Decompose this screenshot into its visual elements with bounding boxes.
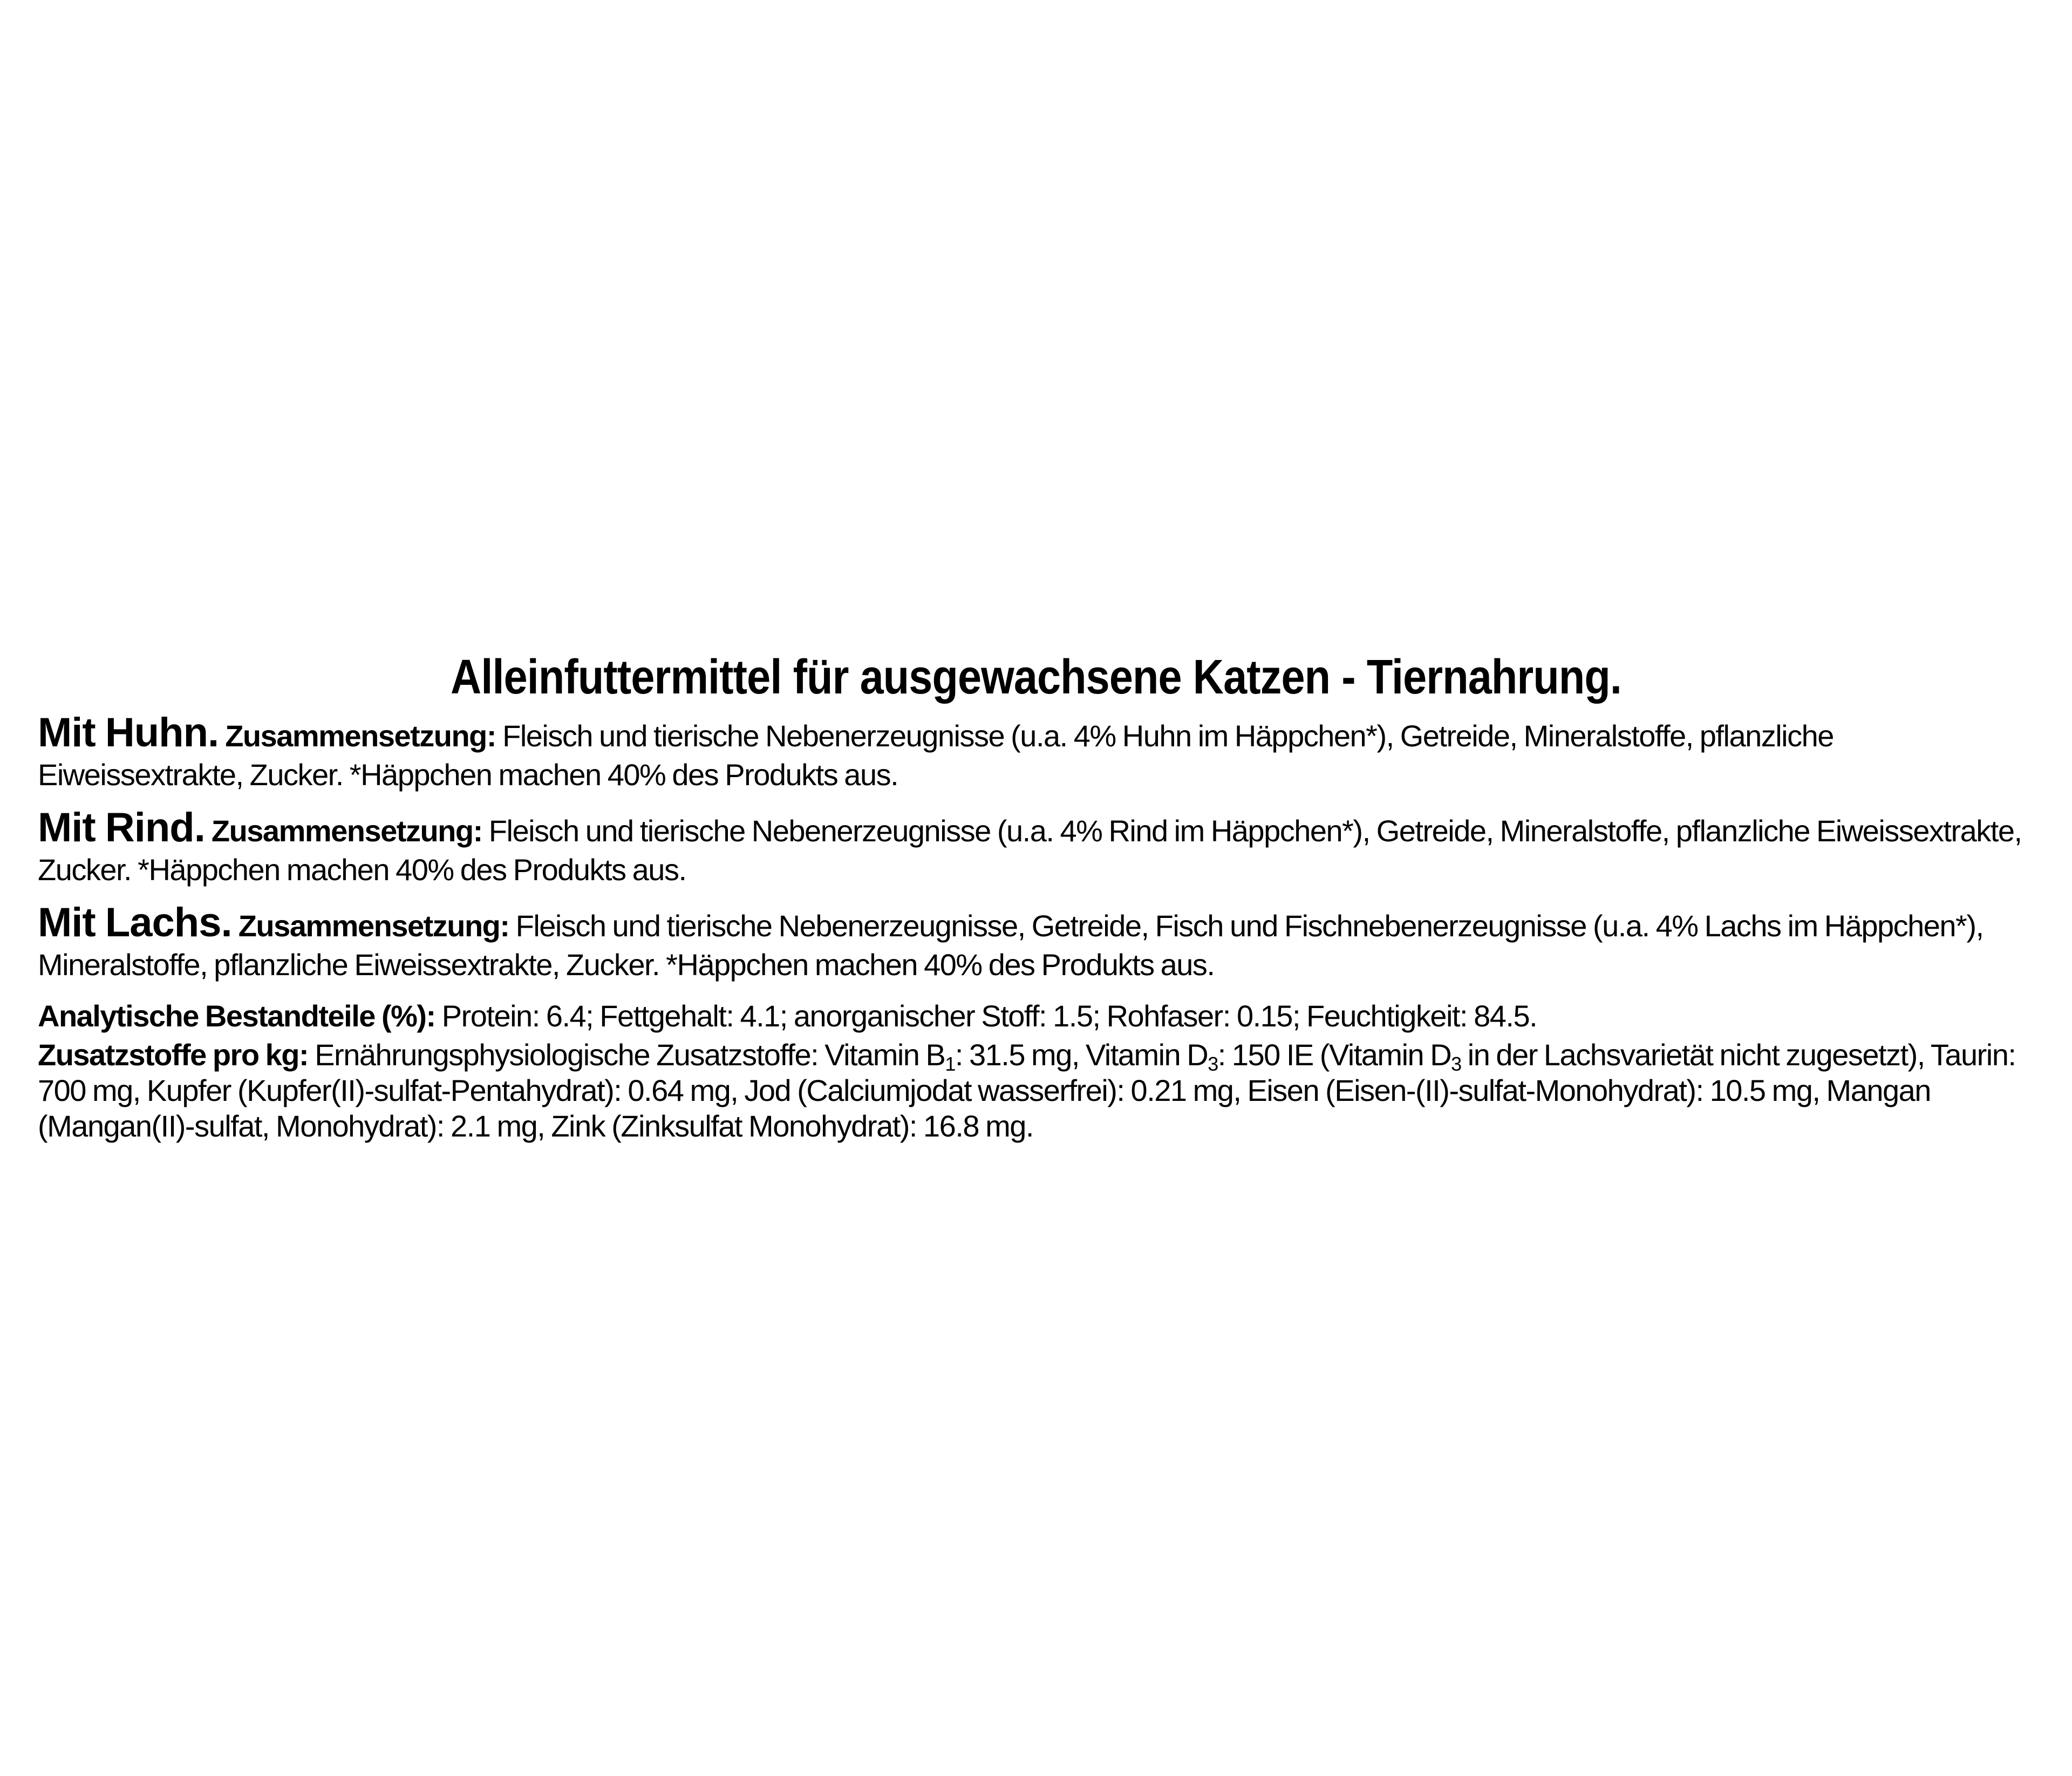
analysis-label: Analytische Bestandteile (%):: [38, 999, 435, 1033]
additives-label: Zusatzstoffe pro kg:: [38, 1038, 309, 1072]
additives: [38, 1037, 2034, 1144]
variety-name: Mit Huhn.: [38, 710, 219, 756]
analysis-text: Protein: 6.4; Fettgehalt: 4.1; anorganischer Stoff: 1.5; Rohfaser: 0.15; Feuchtigkeit: 84.5.: [441, 999, 1537, 1033]
analytical-constituents: [38, 998, 2034, 1034]
subscript-1: 1: [945, 1053, 955, 1075]
variety-beef: [38, 805, 2034, 889]
composition-text: Fleisch und tierische Nebenerzeugnisse, Getreide, Fisch und Fischnebenerzeugnisse (u.a. 4% Lachs im Häppchen*), Mineralstoffe, pflanzliche Eiweissextrakte, Zucker. *Häppchen machen 40% des Produkts aus.: [38, 909, 1984, 982]
variety-name: Mit Rind.: [38, 805, 205, 850]
composition-label: Zusammensetzung:: [225, 719, 496, 753]
composition-label: Zusammensetzung:: [211, 814, 482, 848]
variety-chicken: [38, 710, 2034, 794]
additives-text-4: in der Lachsvarietät nicht zugesetzt), Taurin: 700 mg, Kupfer (Kupfer(II)-sulfat-Pentahydrat): 0.64 mg, Jod (Calciumjodat wasserfrei): 0.21 mg, Eisen (Eisen-(II)-sulfat-Monohydrat): 10.5 mg, Mangan (Mangan(II)-sulfat, Monohydrat): 2.1 mg, Zink (Zinksulfat Monohydrat): 16.8 mg.: [38, 1038, 2016, 1143]
subscript-3: 3: [1208, 1053, 1218, 1075]
additives-text-1: Ernährungsphysiologische Zusatzstoffe: Vitamin B: [315, 1038, 945, 1072]
additives-text-3: : 150 IE (Vitamin D: [1217, 1038, 1451, 1072]
additives-text-2: : 31.5 mg, Vitamin D: [955, 1038, 1208, 1072]
composition-text: Fleisch und tierische Nebenerzeugnisse (u.a. 4% Huhn im Häppchen*), Getreide, Mineralstoffe, pflanzliche Eiweissextrakte, Zucker. *Häppchen machen 40% des Produkts aus.: [38, 719, 1834, 792]
composition-text: Fleisch und tierische Nebenerzeugnisse (u.a. 4% Rind im Häppchen*), Getreide, Mineralstoffe, pflanzliche Eiweissextrakte, Zucker. *Häppchen machen 40% des Produkts aus.: [38, 814, 2022, 887]
subscript-3b: 3: [1451, 1053, 1461, 1075]
product-label: [38, 648, 2034, 1144]
composition-label: Zusammensetzung:: [238, 909, 509, 943]
variety-name: Mit Lachs.: [38, 900, 232, 945]
variety-salmon: [38, 900, 2034, 984]
label-title: Alleinfuttermittel für ausgewachsene Katzen - Tiernahrung.: [451, 650, 1621, 704]
